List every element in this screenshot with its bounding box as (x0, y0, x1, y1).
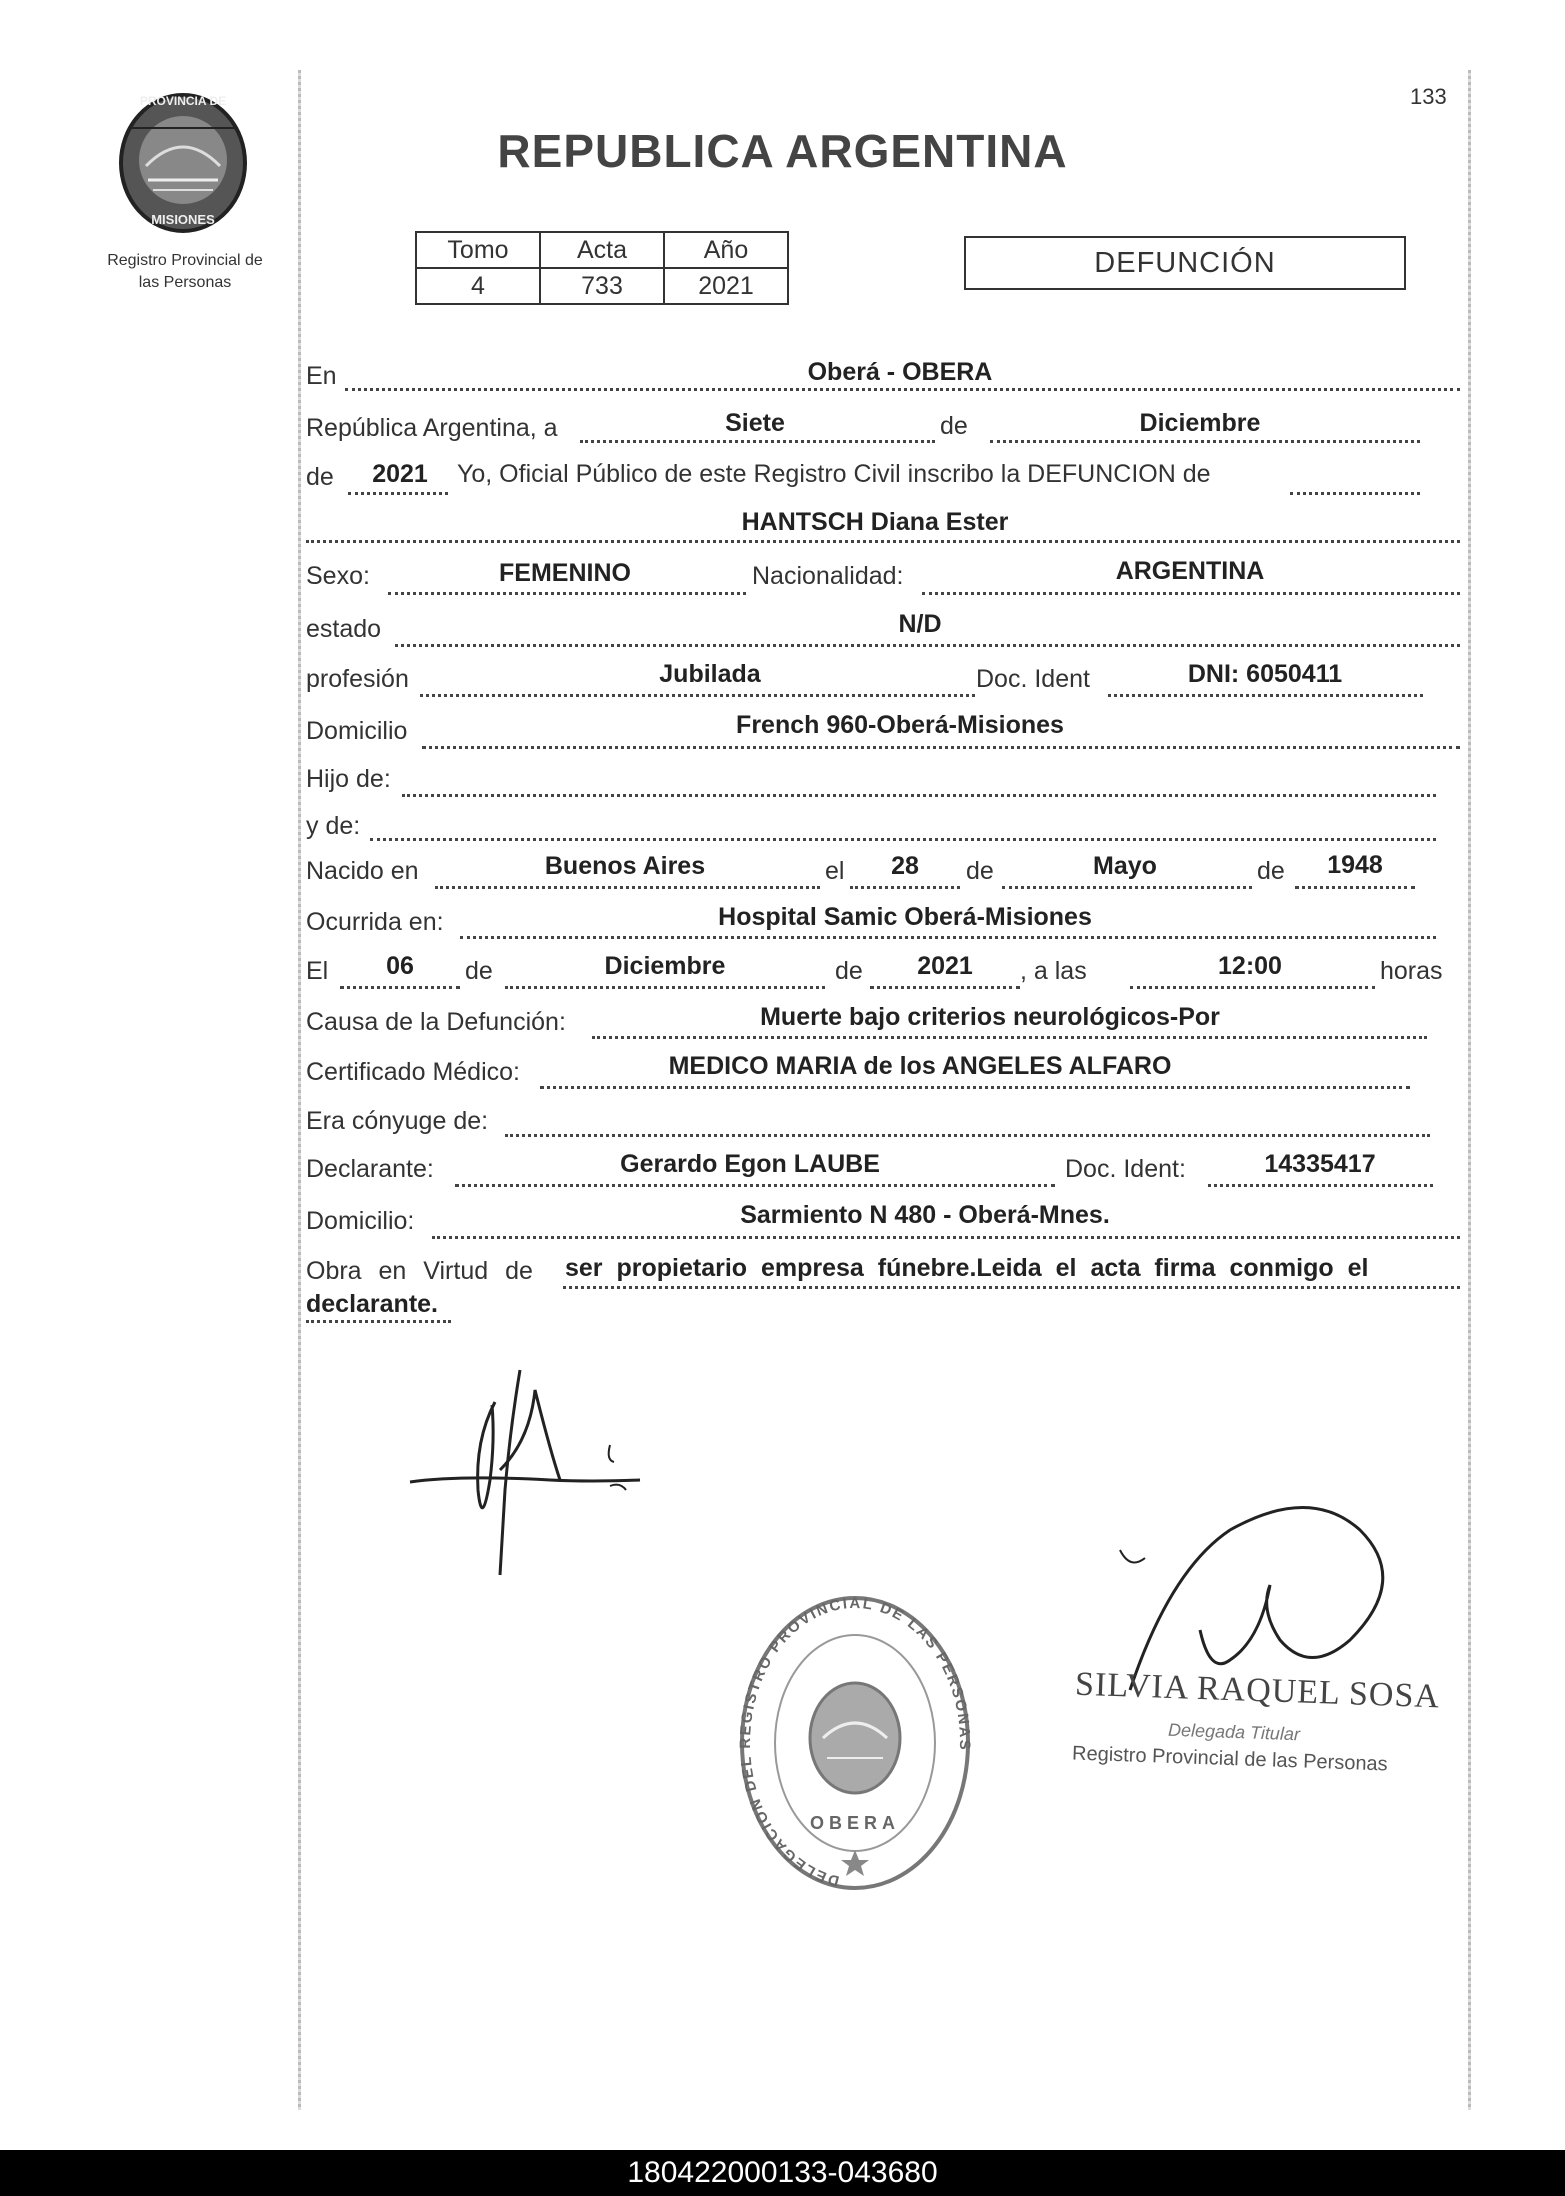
dotted-line (420, 694, 975, 697)
city-value: Oberá - OBERA (807, 358, 993, 386)
dotted-line (388, 592, 746, 595)
acta-header: Acta (540, 232, 664, 268)
country-title: REPUBLICA ARGENTINA (497, 125, 1068, 177)
dotted-line (402, 794, 1436, 797)
nacido-label: Nacido en (306, 857, 419, 885)
domicilio2-label: Domicilio: (306, 1207, 415, 1235)
republica-label: República Argentina, a (306, 414, 558, 442)
svg-text:DELEGACION DEL REGISTRO PROVIN (737, 1595, 973, 1889)
dotted-line (306, 540, 1460, 543)
profesion-label: profesión (306, 665, 409, 693)
en-label: En (306, 362, 337, 390)
official-seal (735, 1588, 975, 1898)
dotted-line (306, 1320, 451, 1323)
dotted-line (1295, 886, 1415, 889)
domicilio-value: French 960-Oberá-Misiones (736, 711, 1064, 739)
nacionalidad-label: Nacionalidad: (752, 562, 904, 590)
dotted-line (460, 936, 1436, 939)
record-table (415, 231, 789, 305)
dotted-line (1108, 694, 1423, 697)
death-time-value: 12:00 (1218, 952, 1282, 980)
dotted-line (505, 1134, 1430, 1137)
obra-value-line1: ser propietario empresa fúnebre.Leida el acta firma conmigo el (565, 1254, 1369, 1282)
ano-header: Año (664, 232, 788, 268)
profesion-value: Jubilada (659, 660, 761, 688)
estado-label: estado (306, 615, 382, 643)
dotted-line (348, 492, 448, 495)
left-margin-line (298, 70, 301, 2110)
nacido-value: Buenos Aires (544, 852, 706, 880)
doc-ident-value: DNI: 6050411 (1187, 660, 1343, 688)
dotted-line (432, 1236, 1460, 1239)
emblem-top-text: PROVINCIA DE (139, 94, 227, 108)
el-label: el (825, 857, 845, 885)
acta-value: 733 (540, 268, 664, 304)
signatory-institution: Registro Provincial de las Personas (1071, 1742, 1389, 1776)
dotted-line (1130, 986, 1375, 989)
doc-ident-label: Doc. Ident (976, 665, 1090, 693)
de-label: de (465, 957, 493, 985)
dotted-line (990, 440, 1420, 443)
dotted-line (395, 644, 1460, 647)
ocurrida-value: Hospital Samic Oberá-Misiones (718, 903, 1092, 931)
dotted-line (1208, 1184, 1433, 1187)
tomo-header: Tomo (416, 232, 540, 268)
dotted-line (870, 986, 1020, 989)
deceased-name: HANTSCH Diana Ester (741, 508, 1009, 536)
birth-month-value: Mayo (1093, 852, 1157, 880)
causa-label: Causa de la Defunción: (306, 1008, 566, 1036)
registry-name-line2: las Personas (138, 274, 232, 291)
declarant-signature (400, 1350, 650, 1590)
hijo-label: Hijo de: (306, 765, 391, 793)
seal-bottom-text: OBERA (809, 1813, 900, 1833)
dotted-line (922, 592, 1460, 595)
right-margin-line (1468, 70, 1471, 2110)
sexo-label: Sexo: (306, 562, 370, 590)
month-value: Diciembre (1139, 409, 1261, 437)
record-type-box: DEFUNCIÓN (964, 236, 1406, 290)
birth-day-value: 28 (891, 852, 919, 880)
signatory-name: SILVIA RAQUEL SOSA (1074, 1665, 1441, 1716)
seal-outer-text: DELEGACION DEL REGISTRO PROVINCIAL DE LAS PERSONAS (737, 1594, 974, 1890)
a-las-label: , a las (1020, 957, 1087, 985)
certificado-label: Certificado Médico: (306, 1058, 520, 1086)
horas-label: horas (1380, 957, 1443, 985)
de-label: de (835, 957, 863, 985)
El-label: El (306, 957, 329, 985)
dotted-line (1290, 492, 1420, 495)
dotted-line (345, 388, 1460, 391)
birth-year-value: 1948 (1327, 851, 1383, 879)
estado-value: N/D (898, 610, 942, 638)
dotted-line (563, 1286, 1460, 1289)
dotted-line (592, 1036, 1427, 1039)
dotted-line (435, 886, 820, 889)
de-label: de (1257, 857, 1285, 885)
death-day-value: 06 (386, 952, 414, 980)
dotted-line (340, 986, 460, 989)
dotted-line (540, 1086, 1410, 1089)
death-year-value: 2021 (917, 952, 973, 980)
tomo-value: 4 (416, 268, 540, 304)
domicilio-label: Domicilio (306, 717, 408, 745)
day-word-value: Siete (725, 409, 785, 437)
document-code-bar: 180422000133-043680 (0, 2150, 1565, 2196)
causa-value: Muerte bajo criterios neurológicos-Por (760, 1003, 1220, 1031)
dotted-line (422, 746, 1460, 749)
death-month-value: Diciembre (604, 952, 726, 980)
sexo-value: FEMENINO (499, 559, 631, 587)
officer-text: Yo, Oficial Público de este Registro Civil inscribo la DEFUNCION de (457, 460, 1211, 488)
dotted-line (455, 1184, 1055, 1187)
dotted-line (505, 986, 825, 989)
doc-ident2-label: Doc. Ident: (1065, 1155, 1186, 1183)
declarante-doc-value: 14335417 (1264, 1150, 1376, 1178)
year-value: 2021 (372, 460, 428, 488)
dotted-line (370, 838, 1436, 841)
nacionalidad-value: ARGENTINA (1115, 557, 1265, 585)
ano-value: 2021 (664, 268, 788, 304)
de-label: de (966, 857, 994, 885)
page-number: 133 (1410, 84, 1447, 109)
obra-label: Obra en Virtud de (306, 1257, 533, 1285)
ocurrida-label: Ocurrida en: (306, 908, 444, 936)
dotted-line (580, 440, 935, 443)
registry-name-line1: Registro Provincial de (107, 252, 263, 269)
certificado-value: MEDICO MARIA de los ANGELES ALFARO (668, 1052, 1172, 1080)
declarante-value: Gerardo Egon LAUBE (620, 1150, 880, 1178)
conyuge-label: Era cónyuge de: (306, 1107, 489, 1135)
dotted-line (850, 886, 960, 889)
signatory-role: Delegada Titular (1167, 1719, 1301, 1745)
de-label: de (306, 463, 334, 491)
y-de-label: y de: (306, 812, 361, 840)
dotted-line (1002, 886, 1252, 889)
declarante-label: Declarante: (306, 1155, 434, 1183)
obra-value-line2: declarante. (306, 1290, 439, 1318)
declarante-domicilio-value: Sarmiento N 480 - Oberá-Mnes. (740, 1201, 1110, 1229)
de-label: de (940, 412, 968, 440)
emblem-bottom-text: MISIONES (151, 212, 215, 227)
